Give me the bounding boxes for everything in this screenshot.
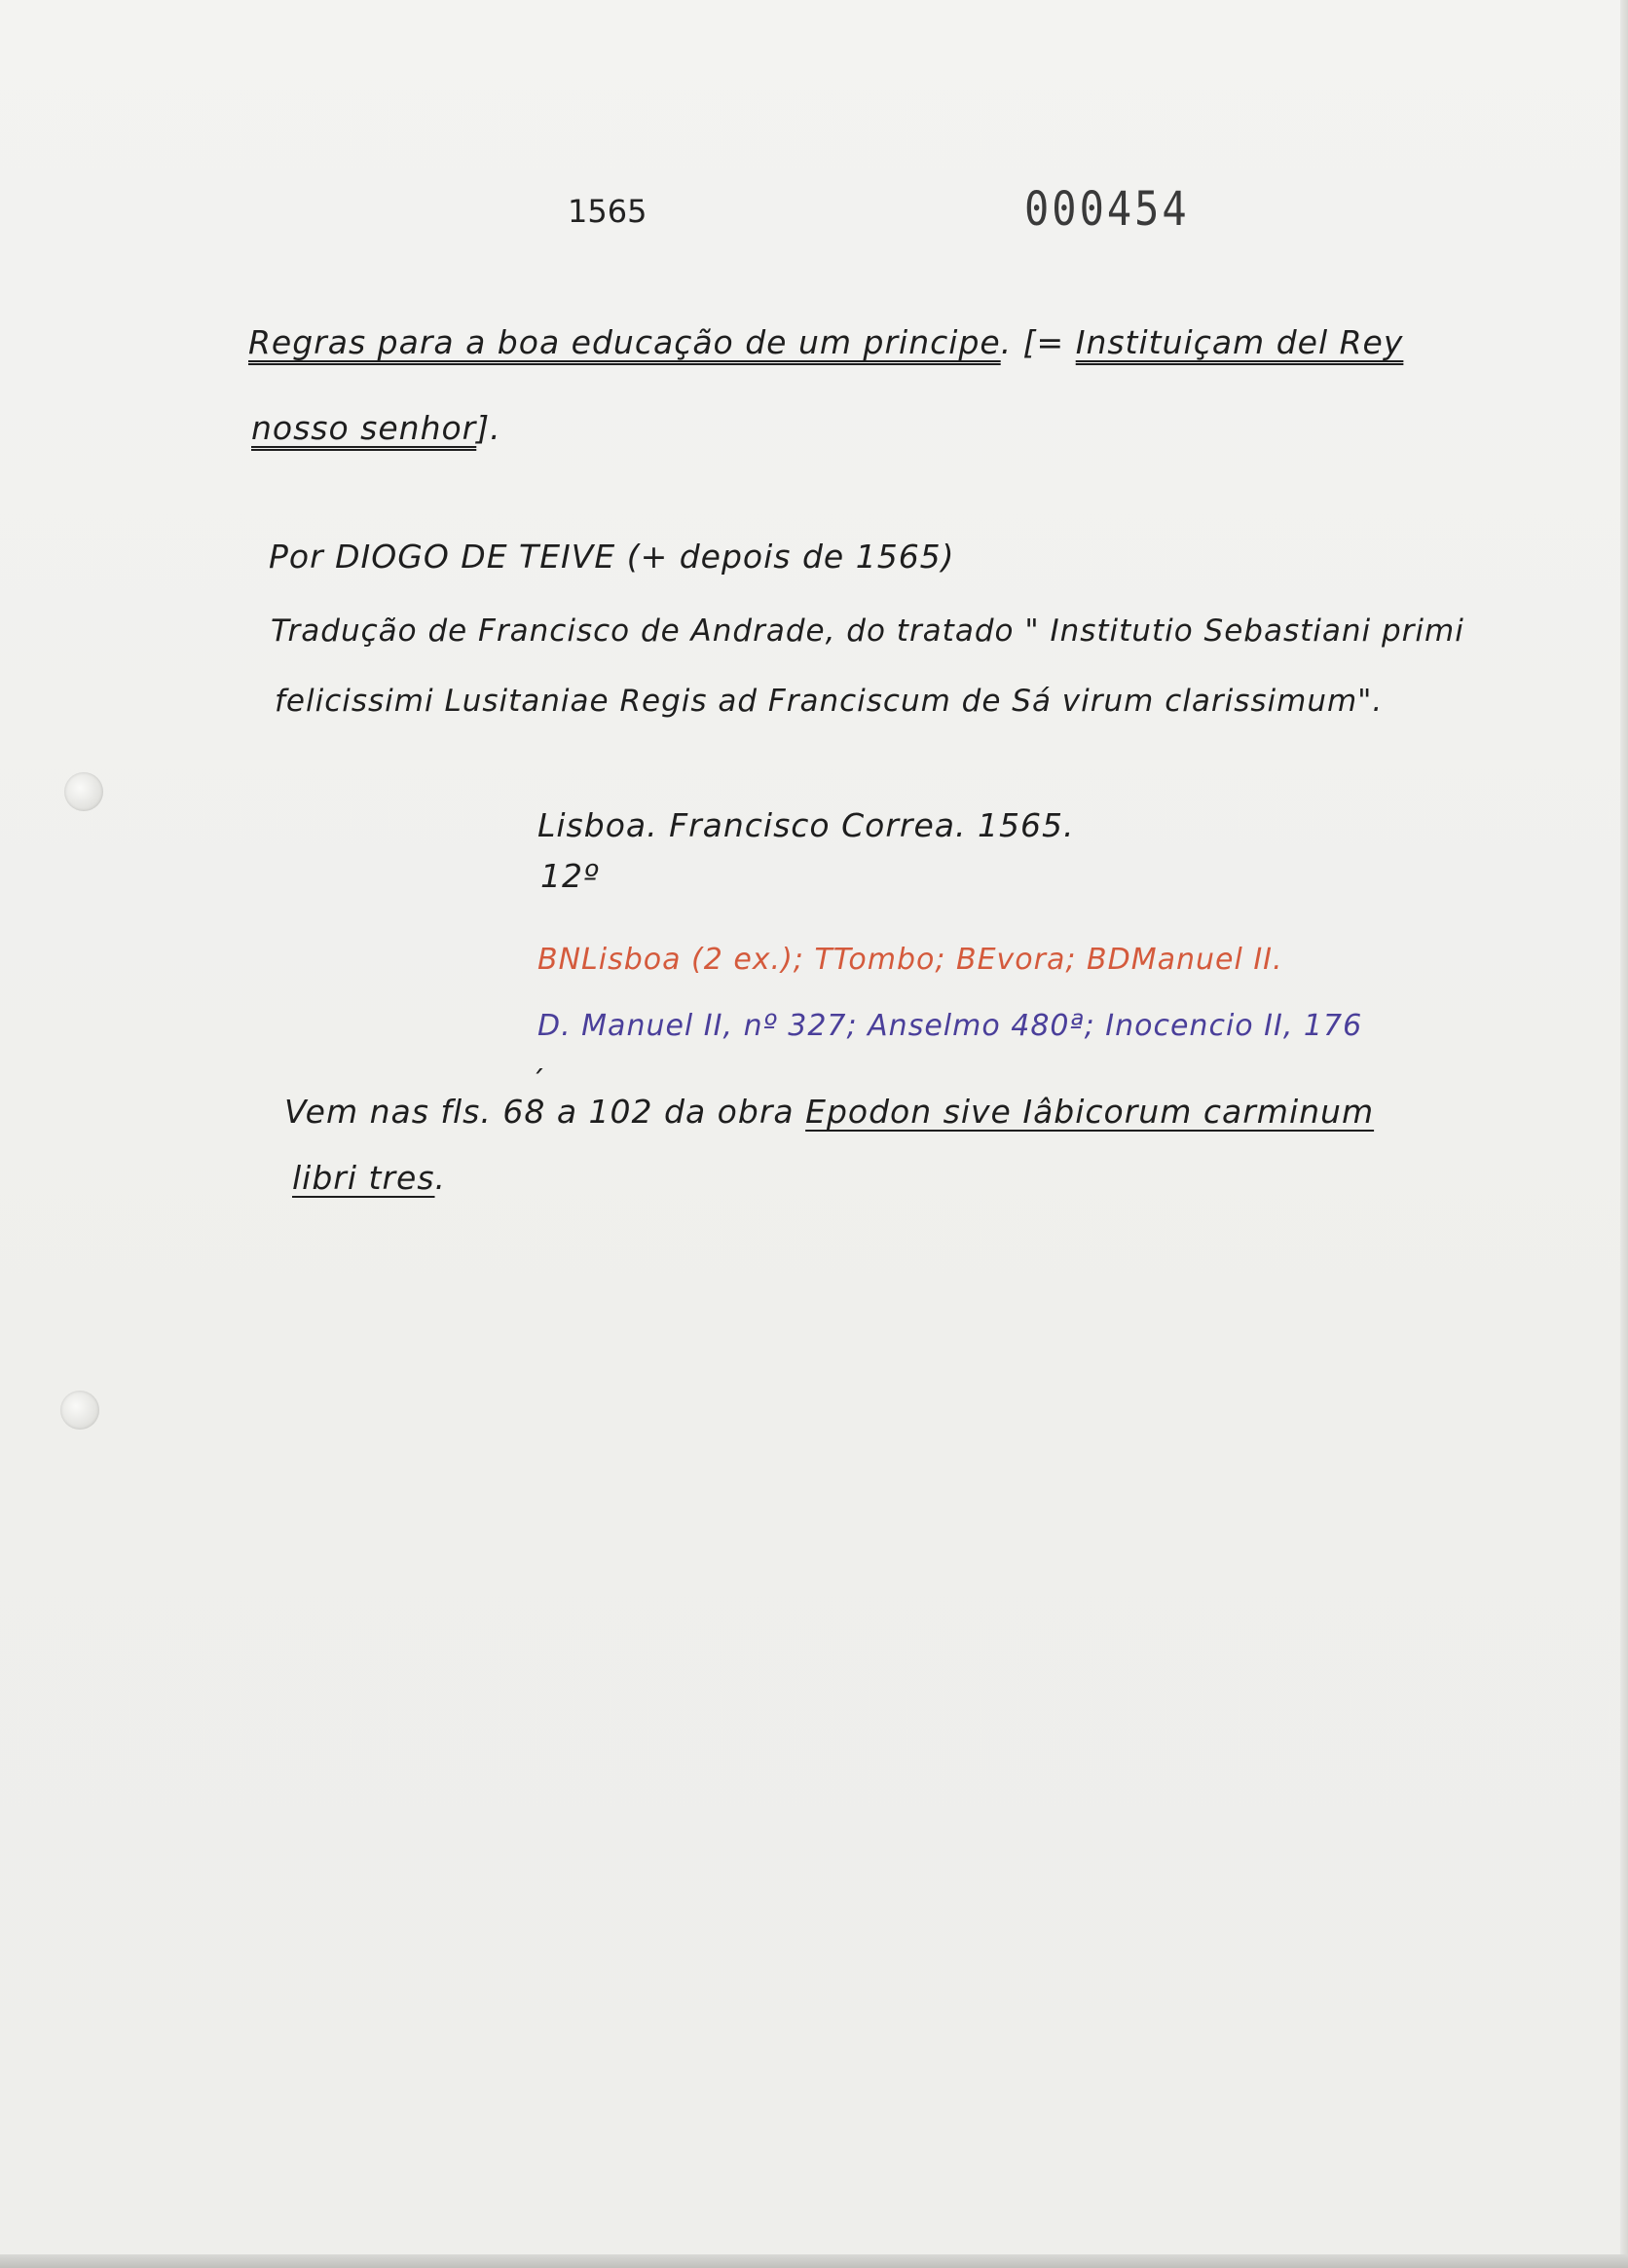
title-separator: . [= [1000,323,1065,361]
title-line-1 [248,323,1403,361]
note-work-title-cont: libri tres [292,1159,435,1197]
note-prefix: Vem nas fls. 68 a 102 da obra [284,1093,795,1131]
title-line-2 [251,409,501,447]
translation-line-1: Tradução de Francisco de Andrade, do tratado " Institutio Sebastiani primi [271,613,1464,649]
holdings-libraries: BNLisboa (2 ex.); TTombo; BEvora; BDManuel II. [537,943,1283,977]
note-line-1 [284,1093,1374,1131]
punch-hole-upper [64,772,103,811]
author-line: Por DIOGO DE TEIVE (+ depois de 1565) [269,538,955,576]
title-main: Regras para a boa educação de um principe [248,323,1001,361]
imprint-line: Lisboa. Francisco Correa. 1565. [537,806,1075,844]
scan-bottom-edge [0,2254,1628,2268]
punch-hole-lower [60,1391,99,1430]
imprint-format: 12º [540,857,600,895]
header-year: 1565 [568,193,648,230]
holdings-references: D. Manuel II, nº 327; Anselmo 480ª; Inocencio II, 176 [537,1009,1363,1043]
record-number: 000454 [1024,181,1190,237]
note-work-title: Epodon sive Iâbicorum carminum [805,1093,1375,1131]
note-line-2 [292,1159,446,1197]
correction-mark: ´ [531,1065,545,1099]
translation-line-2: felicissimi Lusitaniae Regis ad Franciscum de Sá virum clarissimum". [275,684,1384,719]
title-alternate: Instituiçam del Rey [1075,323,1404,361]
paper-edge [1620,0,1628,2268]
note-end: . [434,1159,447,1197]
title-end: ]. [476,409,501,447]
title-alternate-cont: nosso senhor [251,409,477,447]
